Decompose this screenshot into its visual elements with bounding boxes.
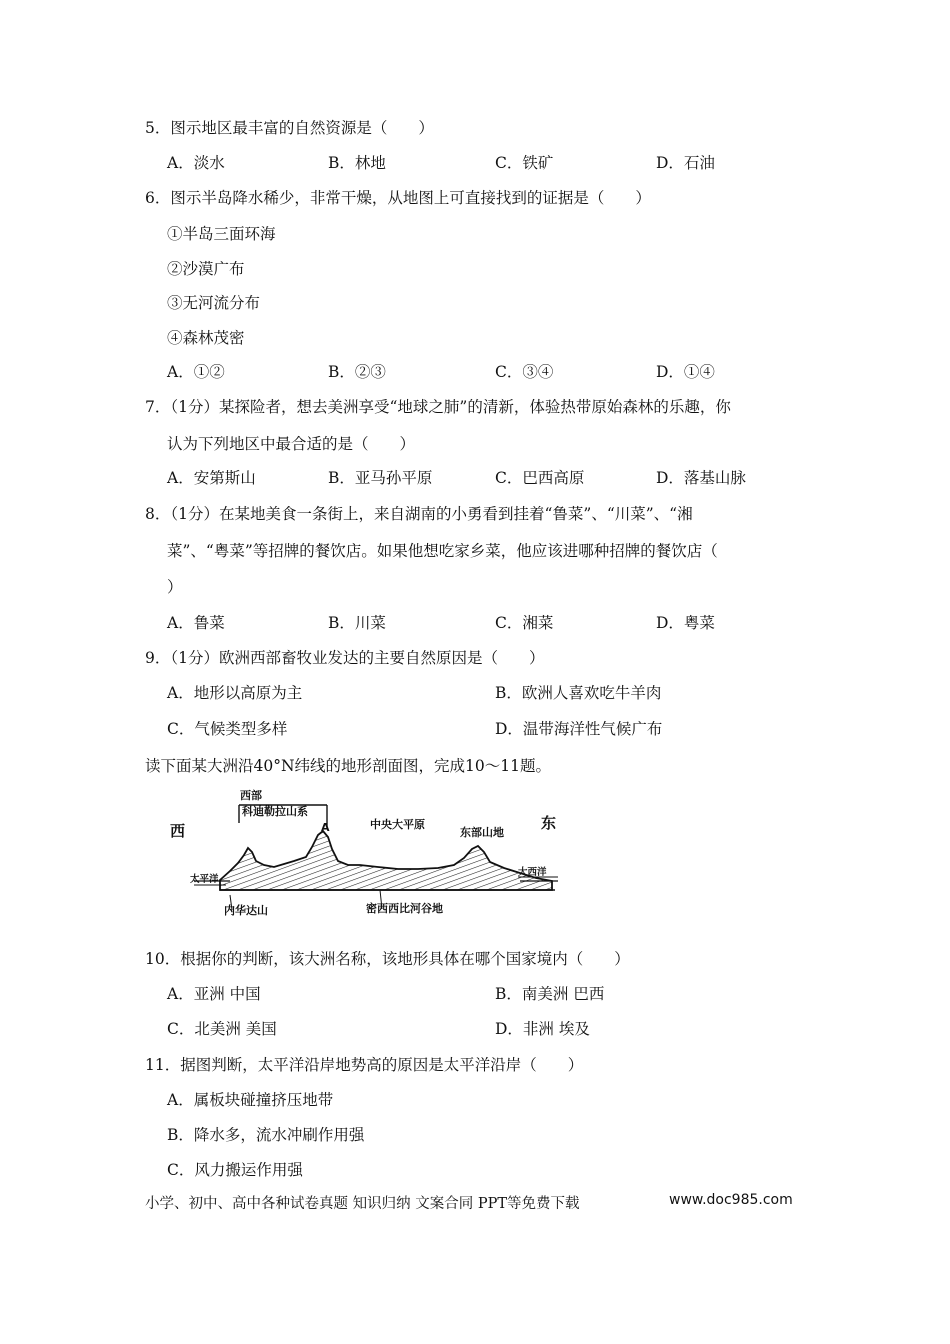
question-10-option-c: C．北美洲 美国 (167, 1020, 277, 1038)
question-11-option-c: C．风力搬运作用强 (167, 1161, 303, 1179)
footer (145, 1192, 793, 1213)
question-6-option-d: D．①④ (656, 363, 715, 381)
question-5-stem: 5．图示地区最丰富的自然资源是（ ） (145, 119, 434, 137)
question-8-stem-line-2: 菜”、“粤菜”等招牌的餐饮店。如果他想吃家乡菜，他应该进哪种招牌的餐饮店（ (167, 542, 718, 560)
question-11-option-a: A．属板块碰撞挤压地带 (167, 1091, 334, 1109)
question-8-option-c: C．湘菜 (495, 614, 554, 632)
central-plain-label: 中央大平原 (370, 818, 425, 831)
atlantic-label: 大西洋 (518, 867, 547, 878)
footer-url[interactable]: www.doc985.com (669, 1192, 793, 1208)
question-5-option-c: C．铁矿 (495, 154, 554, 172)
figure-intro: 读下面某大洲沿40°N纬线的地形剖面图，完成10～11题。 (145, 757, 551, 775)
question-6-item-4: ④森林茂密 (167, 329, 245, 347)
question-8-option-d: D．粤菜 (656, 614, 715, 632)
footer-text: 小学、初中、高中各种试卷真题 知识归纳 文案合同 PPT等免费下载 (145, 1196, 580, 1212)
question-6-item-2: ②沙漠广布 (167, 260, 245, 278)
question-9-stem: 9．（1分）欧洲西部畜牧业发达的主要自然原因是（ ） (145, 649, 545, 667)
question-7-stem-line-2: 认为下列地区中最合适的是（ ） (167, 435, 416, 453)
question-10-option-d: D．非洲 埃及 (495, 1020, 590, 1038)
eastern-mountains-label: 东部山地 (460, 826, 504, 839)
cordillera-label: 科迪勒拉山系 (242, 805, 308, 818)
mississippi-valley-label: 密西西比河谷地 (366, 902, 443, 915)
question-6-option-c: C．③④ (495, 363, 554, 381)
terrain-hatch (220, 831, 552, 890)
question-6-item-1: ①半岛三面环海 (167, 225, 276, 243)
question-9-option-b: B．欧洲人喜欢吃牛羊肉 (495, 684, 662, 702)
question-8-stem-line-3: ） (167, 578, 183, 596)
question-5-option-b: B．林地 (328, 154, 386, 172)
question-6-item-3: ③无河流分布 (167, 294, 261, 312)
point-a-label: A (321, 821, 330, 834)
question-8-option-a: A．鲁菜 (167, 614, 225, 632)
question-10-option-b: B．南美洲 巴西 (495, 985, 605, 1003)
question-7-option-d: D．落基山脉 (656, 469, 746, 487)
question-7-option-a: A．安第斯山 (167, 469, 256, 487)
question-9-option-a: A．地形以高原为主 (167, 684, 303, 702)
question-9-option-d: D．温带海洋性气候广布 (495, 720, 663, 738)
question-6-option-b: B．②③ (328, 363, 386, 381)
question-5-option-a: A．淡水 (167, 154, 225, 172)
pacific-label: 太平洋 (190, 874, 219, 885)
east-label: 东 (541, 814, 557, 832)
question-11-option-b: B．降水多，流水冲刷作用强 (167, 1126, 365, 1144)
question-7-option-c: C．巴西高原 (495, 469, 585, 487)
question-8-option-b: B．川菜 (328, 614, 386, 632)
question-7-stem-line-1: 7．（1分）某探险者，想去美洲享受“地球之肺”的清新，体验热带原始森林的乐趣，你 (145, 398, 731, 416)
question-5-option-d: D．石油 (656, 154, 715, 172)
west-label: 西 (170, 822, 186, 840)
question-10-option-a: A．亚洲 中国 (167, 985, 261, 1003)
question-7-option-b: B．亚马孙平原 (328, 469, 433, 487)
question-6-stem: 6．图示半岛降水稀少，非常干燥，从地图上可直接找到的证据是（ ） (145, 189, 651, 207)
terrain-profile-figure (160, 785, 570, 920)
question-6-option-a: A．①② (167, 363, 225, 381)
question-8-stem-line-1: 8．（1分）在某地美食一条街上，来自湖南的小勇看到挂着“鲁菜”、“川菜”、“湘 (145, 505, 693, 523)
west-part-label: 西部 (240, 789, 262, 802)
question-9-option-c: C．气候类型多样 (167, 720, 288, 738)
nevada-label: 内华达山 (224, 904, 268, 917)
question-10-stem: 10．根据你的判断，该大洲名称，该地形具体在哪个国家境内（ ） (145, 950, 630, 968)
question-11-stem: 11．据图判断，太平洋沿岸地势高的原因是太平洋沿岸（ ） (145, 1056, 584, 1074)
